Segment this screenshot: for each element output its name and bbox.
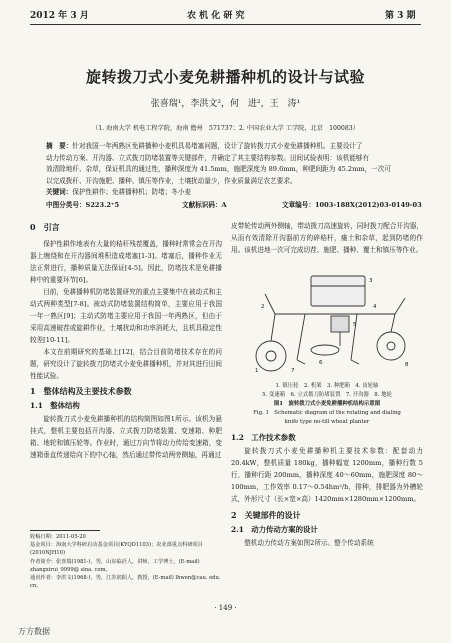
footnote-block — [30, 533, 222, 590]
section-1-heading: 1 整体结构及主要技术参数 — [30, 386, 132, 396]
fig-label-6: 6 — [319, 360, 323, 366]
abstract-label: 摘 要： — [46, 142, 73, 150]
transmission-paragraph: 整机动力传动方案如图2所示。整个传动系统 — [244, 539, 374, 547]
fig-label-4: 4 — [373, 304, 377, 310]
land-wheel — [377, 332, 405, 360]
fig-label-2: 2 — [261, 304, 265, 310]
structure-paragraph: 旋转拨刀式小麦免耕播种机的结构简图如图1所示。该机为悬挂式，整机主要包括开沟器、立式拨刀防堵装置、变速箱、种肥箱、地轮和镇压轮等。作业时，通过万向节将动力传给变速箱，变速箱垂直传递给向下的中心轴，然后通过带传动两旁侧轴，再通过 — [30, 415, 222, 459]
article-number: 文章编号：1003-188X(2012)03-0149-03 — [282, 201, 422, 209]
section-2-heading: 2 关键部件的设计 — [231, 510, 301, 520]
seed-fertilizer-box — [311, 276, 365, 306]
keywords-label: 关键词： — [46, 188, 73, 197]
authors: 张喜瑞¹，李洪文²，何 进²，王 涛¹ — [150, 99, 301, 109]
figure-caption-en-2: knife type no-till wheat planter — [284, 419, 370, 425]
footnote-received: 收稿日期：2011-05-20 — [30, 534, 86, 540]
intro-paragraph-1: 保护性耕作地表有大量的秸秆残茬覆盖，播种时常常会在开沟器上缠绕和在开沟器间堆积造成堵塞[1-3]。堵塞后，播种作业无法正常进行，播种质量无法保证[4-5]。因此，防堵技术是免耕播种中的重要环节[6]。 — [30, 240, 222, 284]
abstract-line-2: 动力传动方案、开沟器、立式拨刀防堵装置等关键部件，并确定了其主要结构参数。田间试验表明：该机能够有 — [46, 153, 370, 162]
header-issue: 第 3 期 — [385, 11, 416, 21]
abstract-block — [46, 141, 424, 199]
fig-label-7: 7 — [291, 368, 295, 374]
footnote-fund: 基金项目：海南大学科研启动基金项目(KYQD1103)；农业部重点科研项目(2010NJH10) — [30, 542, 203, 557]
paper-title: 旋转拨刀式小麦免耕播种机的设计与试验 — [85, 68, 365, 86]
press-wheel — [256, 341, 286, 371]
intro-paragraph-2: 目前，免耕播种机防堵装置研究的重点主要集中在被动式和主动式两种类型[7-8]。被动式防堵装置结构简单，主要应用于我国一年一熟区[9]；主动式防堵主要应用于我国一年两熟区，但由于采用高速破茬或旋耕作业，土壤扰动和功率消耗大，且机具稳定性较差[10-11]。 — [30, 288, 222, 344]
fig-label-1: 1 — [255, 368, 259, 374]
footnote-corresponding: 通讯作者：李洪文(1968-)，男，江苏润阳人，教授，(E-mail) lhwen@cau. edu. cn。 — [30, 575, 221, 590]
header-journal: 农 机 化 研 究 — [187, 11, 245, 21]
figure-legend-line-2: 5. 变速箱 6. 立式拨刀防堵装置 7. 开沟器 8. 地轮 — [262, 392, 392, 398]
page-number: · 149 · — [214, 604, 237, 612]
clc-number: 中图分类号：S223.2⁺5 — [46, 201, 120, 209]
section-1-1-heading: 1.1 整体结构 — [30, 401, 80, 410]
fig-label-8: 8 — [405, 362, 409, 368]
footnote-author: 作者简介：张喜瑞(1981-)，男，山东临沂人，讲师，工学博士，(E-mail) zhangxirui_9999@ sina. com。 — [30, 558, 200, 573]
fig-label-5: 5 — [353, 322, 357, 328]
section-0-heading: 0 引言 — [30, 222, 60, 232]
section-2-1-heading: 2.1 动力传动方案的设计 — [231, 525, 318, 534]
rotating-knife — [311, 345, 339, 355]
section-1-2-heading: 1.2 工作技术参数 — [231, 433, 296, 442]
figure-1-caption — [231, 382, 423, 427]
abstract-line-4: 以完成拨秆、开沟施肥、播种、镇压等作业，土壤扰动量少，作业质量满足农艺要求。 — [46, 176, 297, 185]
abstract-line-1: 针对我国一年两熟区免耕播种小麦机具易堵塞问题，设计了旋转拨刀式小麦免耕播种机。主要设计了 — [72, 142, 363, 150]
header-rule — [30, 24, 421, 25]
abstract-line-3: 效清除地秆、杂草，保证机具的通过性，播种深度为 41.5mm，施肥深度为 89.6mm，种肥间距为 45.2mm，一次可 — [46, 165, 392, 174]
figure-legend-line-1: 1. 镇压轮 2. 机架 3. 种肥箱 4. 齿轮轴 — [275, 383, 379, 389]
footnote-rule — [30, 530, 100, 531]
right-column — [231, 220, 423, 256]
gearbox — [331, 316, 349, 332]
furrow-opener — [297, 314, 305, 360]
figure-caption-cn: 图1 旋转拨刀式小麦免耕播种机结构示意图 — [273, 401, 381, 407]
watermark: 万方数据 — [18, 627, 50, 636]
parameters-paragraph: 旋转拨刀式小麦免耕播种机主要技术参数：配套动力 20.4kW，整机质量 180kg，播种幅宽 1200mm，播种行数 5 行，播种行距 200mm，播种深度 40～60mm，施肥深度 80～100mm，工作效率 0.17～0.54hm²/h，排种，排肥器为外槽轮式，外形尺寸（长×宽×高）1420mm×1280mm×1200mm。 — [231, 447, 423, 503]
figure-caption-en-1: Fig. 1 Schematic diagram of the rotating and dialing — [253, 410, 401, 416]
intro-paragraph-3: 本文在前期研究的基础上[12]，结合目前防堵技术存在的问题，研究设计了旋转拨刀防堵式小麦免耕播种机，并对其进行田间性能试验。 — [30, 348, 222, 380]
figure-1-diagram — [245, 274, 413, 378]
right-column-lower — [231, 432, 423, 549]
affiliations: （1. 海南大学 机电工程学院，海南 儋州 571737；2. 中国农业大学 工学院，北京 100083） — [92, 125, 359, 132]
left-column — [30, 220, 222, 461]
right-paragraph-1: 皮带轮传动两外侧轴，带动拨刀高速旋转，同时拨刀配合开沟器，从而有效清除开沟器前方的碎秸杆，瘙土和杂草，起到防堵的作用。该机进地一次可完成切茬、施肥、播种、覆土和镇压等作业。 — [231, 222, 423, 254]
document-code: 文献标识码：A — [182, 201, 227, 209]
fig-label-3: 3 — [369, 278, 373, 284]
keywords-text: 保护性耕作；免耕播种机；防堵；冬小麦 — [72, 188, 192, 197]
header-date: 2012 年 3 月 — [30, 11, 89, 21]
